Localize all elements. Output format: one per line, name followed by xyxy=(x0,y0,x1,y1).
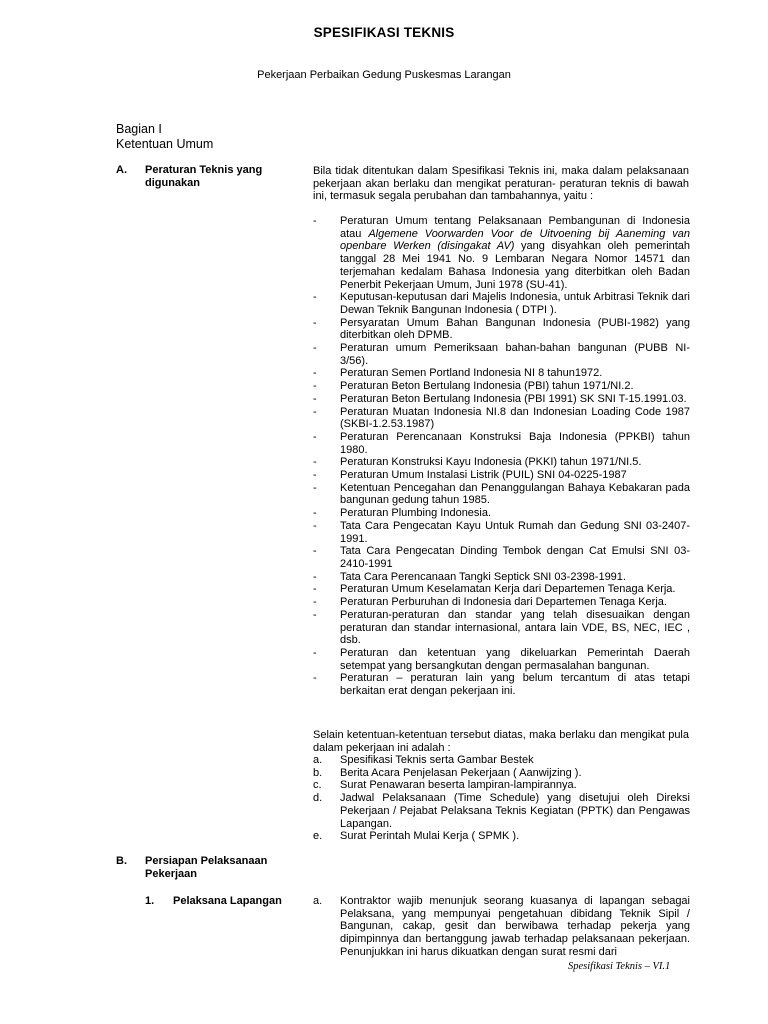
list-item-text: Peraturan Beton Bertulang Indonesia (PBI 1991) SK SNI T-15.1991.03. xyxy=(340,392,687,405)
list-item xyxy=(313,291,690,316)
section-number: Bagian I xyxy=(116,122,162,136)
list-item-text: Peraturan Umum Instalasi Listrik (PUIL) SNI 04-0225-1987 xyxy=(340,469,627,482)
list-marker: a. xyxy=(313,895,323,907)
list-item xyxy=(313,367,690,380)
part-a-label xyxy=(145,164,262,190)
list-bullet: - xyxy=(313,481,317,494)
list-marker: a. xyxy=(313,754,323,766)
list-item-text: Peraturan Umum tentang Pelaksanaan Pembangunan di Indonesia atau xyxy=(340,215,690,240)
list-item-text: Ketentuan Pencegahan dan Penanggulangan Bahaya Kebakaran pada bangunan gedung tahun 1985. xyxy=(340,481,690,507)
part-a-intro: Bila tidak ditentukan dalam Spesifikasi Teknis ini, maka dalam pelaksanaan pekerjaan akan berlaku dan mengikat peraturan- peraturan teknis di bawah ini, termasuk segala perubahan dan tambahannya, yaitu : xyxy=(313,165,689,203)
list-bullet: - xyxy=(313,215,317,227)
section-title: Ketentuan Umum xyxy=(116,137,214,151)
list-bullet: - xyxy=(313,456,317,469)
list-bullet: - xyxy=(313,430,317,443)
list-item xyxy=(313,406,690,431)
regulation-list xyxy=(313,215,690,698)
list-item xyxy=(313,609,690,647)
list-item-text: Peraturan Perburuhan di Indonesia dari Departemen Tenaga Kerja. xyxy=(340,596,667,609)
subsection-label: Pelaksana Lapangan xyxy=(173,895,282,907)
list-bullet: - xyxy=(313,291,317,304)
page-footer: Spesifikasi Teknis – VI.1 xyxy=(568,961,671,972)
list-item xyxy=(313,482,690,507)
list-item-text: Berita Acara Penjelasan Pekerjaan ( Aanwijzing ). xyxy=(340,766,582,779)
list-item xyxy=(313,342,690,367)
list-item-text: Tata Cara Pengecatan Dinding Tembok dengan Cat Emulsi SNI 03-2410-1991 xyxy=(340,545,690,570)
list-item xyxy=(313,317,690,342)
pelaksana-list xyxy=(313,895,690,959)
list-item xyxy=(313,672,690,697)
part-a-letter: A. xyxy=(116,164,127,176)
list-item-text: Tata Cara Perencanaan Tangki Septick SNI 03-2398-1991. xyxy=(340,570,626,583)
list-bullet: - xyxy=(313,405,317,418)
list-item-text: Spesifikasi Teknis serta Gambar Bestek xyxy=(340,754,534,766)
list-item xyxy=(313,393,690,406)
section-heading xyxy=(116,122,213,152)
list-marker: c. xyxy=(313,779,322,792)
list-item-text: Tata Cara Pengecatan Kayu Untuk Rumah dan Gedung SNI 03-2407-1991. xyxy=(340,519,690,545)
list-bullet: - xyxy=(313,672,317,685)
list-item xyxy=(313,647,690,672)
list-item-text: Peraturan Plumbing Indonesia. xyxy=(340,507,492,520)
list-item-italic-text: Algemene Voorwarden Voor de Uitvoening bij Aaneming van openbare Werken (disingakat AV) xyxy=(340,227,690,253)
list-bullet: - xyxy=(313,392,317,405)
list-item-text: Peraturan dan ketentuan yang dikeluarkan Pemerintah Daerah setempat yang bersangkutan dengan permasalahan bangunan. xyxy=(340,646,690,672)
list-item-text: yang disyahkan oleh pemerintah tanggal 28 Mei 1941 No. 9 Lembaran Negara Nomor 14571 dan terjemahan kedalam Bahasa Indonesia yang diterbitkan oleh Badan Penerbit Pekerjaan Umum, Juni 1978 (SU-41). xyxy=(340,240,691,291)
list-item-text: Surat Penawaran beserta lampiran-lampirannya. xyxy=(340,779,577,792)
list-item xyxy=(313,779,690,792)
list-bullet: - xyxy=(313,646,317,659)
subsection-number: 1. xyxy=(145,895,155,907)
list-item-text: Peraturan umum Pemeriksaan bahan-bahan bangunan (PUBB NI-3/56). xyxy=(340,342,690,367)
list-item xyxy=(313,545,690,570)
list-bullet: - xyxy=(313,342,317,355)
list-item xyxy=(313,583,690,596)
list-item-text: Peraturan Umum Keselamatan Kerja dari Departemen Tenaga Kerja. xyxy=(340,583,676,596)
part-b-label xyxy=(145,855,267,881)
list-bullet: - xyxy=(313,507,317,520)
list-item xyxy=(313,754,690,767)
additional-documents-list xyxy=(313,754,690,843)
list-item-text: Peraturan Konstruksi Kayu Indonesia (PKKI) tahun 1971/NI.5. xyxy=(340,456,642,469)
part-a-closing: Selain ketentuan-ketentuan tersebut diatas, maka berlaku dan mengikat pula dalam pekerjaan ini adalah : xyxy=(313,729,689,754)
list-item xyxy=(313,767,690,780)
part-b-label-line1: Persiapan Pelaksanaan xyxy=(145,855,268,867)
list-item xyxy=(313,456,690,469)
list-bullet: - xyxy=(313,316,317,329)
list-item xyxy=(313,571,690,584)
part-a-label-line2: digunakan xyxy=(145,177,201,189)
list-item-text: Peraturan Perencanaan Konstruksi Baja Indonesia (PPKBI) tahun 1980. xyxy=(340,430,690,456)
list-item xyxy=(313,830,690,843)
list-bullet: - xyxy=(313,367,317,380)
part-a-label-line1: Peraturan Teknis yang xyxy=(145,164,263,176)
list-item xyxy=(313,596,690,609)
list-item-text: Keputusan-keputusan dari Majelis Indonesia, untuk Arbitrasi Teknik dari Dewan Teknik Bangunan Indonesia ( DTPI ). xyxy=(340,291,690,316)
document-title: SPESIFIKASI TEKNIS xyxy=(313,25,455,40)
list-bullet: - xyxy=(313,519,317,532)
list-item-text: Peraturan-peraturan dan standar yang telah disesuaikan dengan peraturan dan standar internasional, antara lain VDE, BS, NEC, IEC , dsb. xyxy=(340,608,690,647)
list-item-text: Kontraktor wajib menunjuk seorang kuasanya di lapangan sebagai Pelaksana, yang mempunyai pengetahuan dibidang Teknik Sipil / Bangunan, cakap, gesit dan berwibawa terhadap pekerja yang dipimpinnya dan bertanggung jawab terhadap pelaksanaan pekerjaan. Penunjukkan ini harus dikuatkan dengan surat resmi dari xyxy=(340,895,690,958)
list-bullet: - xyxy=(313,570,317,583)
list-item xyxy=(313,431,690,456)
list-bullet: - xyxy=(313,545,317,558)
list-item-text: Surat Perintah Mulai Kerja ( SPMK ). xyxy=(340,830,520,843)
list-item xyxy=(313,215,690,291)
list-item-text: Persyaratan Umum Bahan Bangunan Indonesia (PUBI-1982) yang diterbitkan oleh DPMB. xyxy=(340,316,690,342)
list-item-text: Peraturan Semen Portland Indonesia NI 8 tahun1972. xyxy=(340,367,603,380)
list-marker: b. xyxy=(313,766,323,779)
list-item-text: Jadwal Pelaksanaan (Time Schedule) yang disetujui oleh Direksi Pekerjaan / Pejabat Pelaksana Teknis Kegiatan (PPTK) dan Pengawas Lapangan. xyxy=(340,792,690,830)
list-item xyxy=(313,507,690,520)
document-subtitle: Pekerjaan Perbaikan Gedung Puskesmas Larangan xyxy=(257,69,511,81)
list-bullet: - xyxy=(313,608,317,621)
list-bullet: - xyxy=(313,583,317,596)
part-b-label-line2: Pekerjaan xyxy=(145,868,197,880)
list-item xyxy=(313,895,690,959)
list-item xyxy=(313,380,690,393)
list-item xyxy=(313,469,690,482)
list-item-text: Peraturan Muatan Indonesia NI.8 dan Indonesian Loading Code 1987 (SKBI-1.2.53.1987) xyxy=(340,405,690,431)
list-bullet: - xyxy=(313,596,317,609)
list-bullet: - xyxy=(313,469,317,482)
list-marker: e. xyxy=(313,830,323,843)
list-marker: d. xyxy=(313,792,323,805)
list-item-text: Peraturan Beton Bertulang Indonesia (PBI) tahun 1971/NI.2. xyxy=(340,380,634,393)
list-item-text: Peraturan – peraturan lain yang belum tercantum di atas tetapi berkaitan erat dengan pekerjaan ini. xyxy=(340,672,690,698)
list-item xyxy=(313,792,690,830)
list-item xyxy=(313,520,690,545)
part-b-letter: B. xyxy=(116,855,127,867)
list-bullet: - xyxy=(313,380,317,393)
